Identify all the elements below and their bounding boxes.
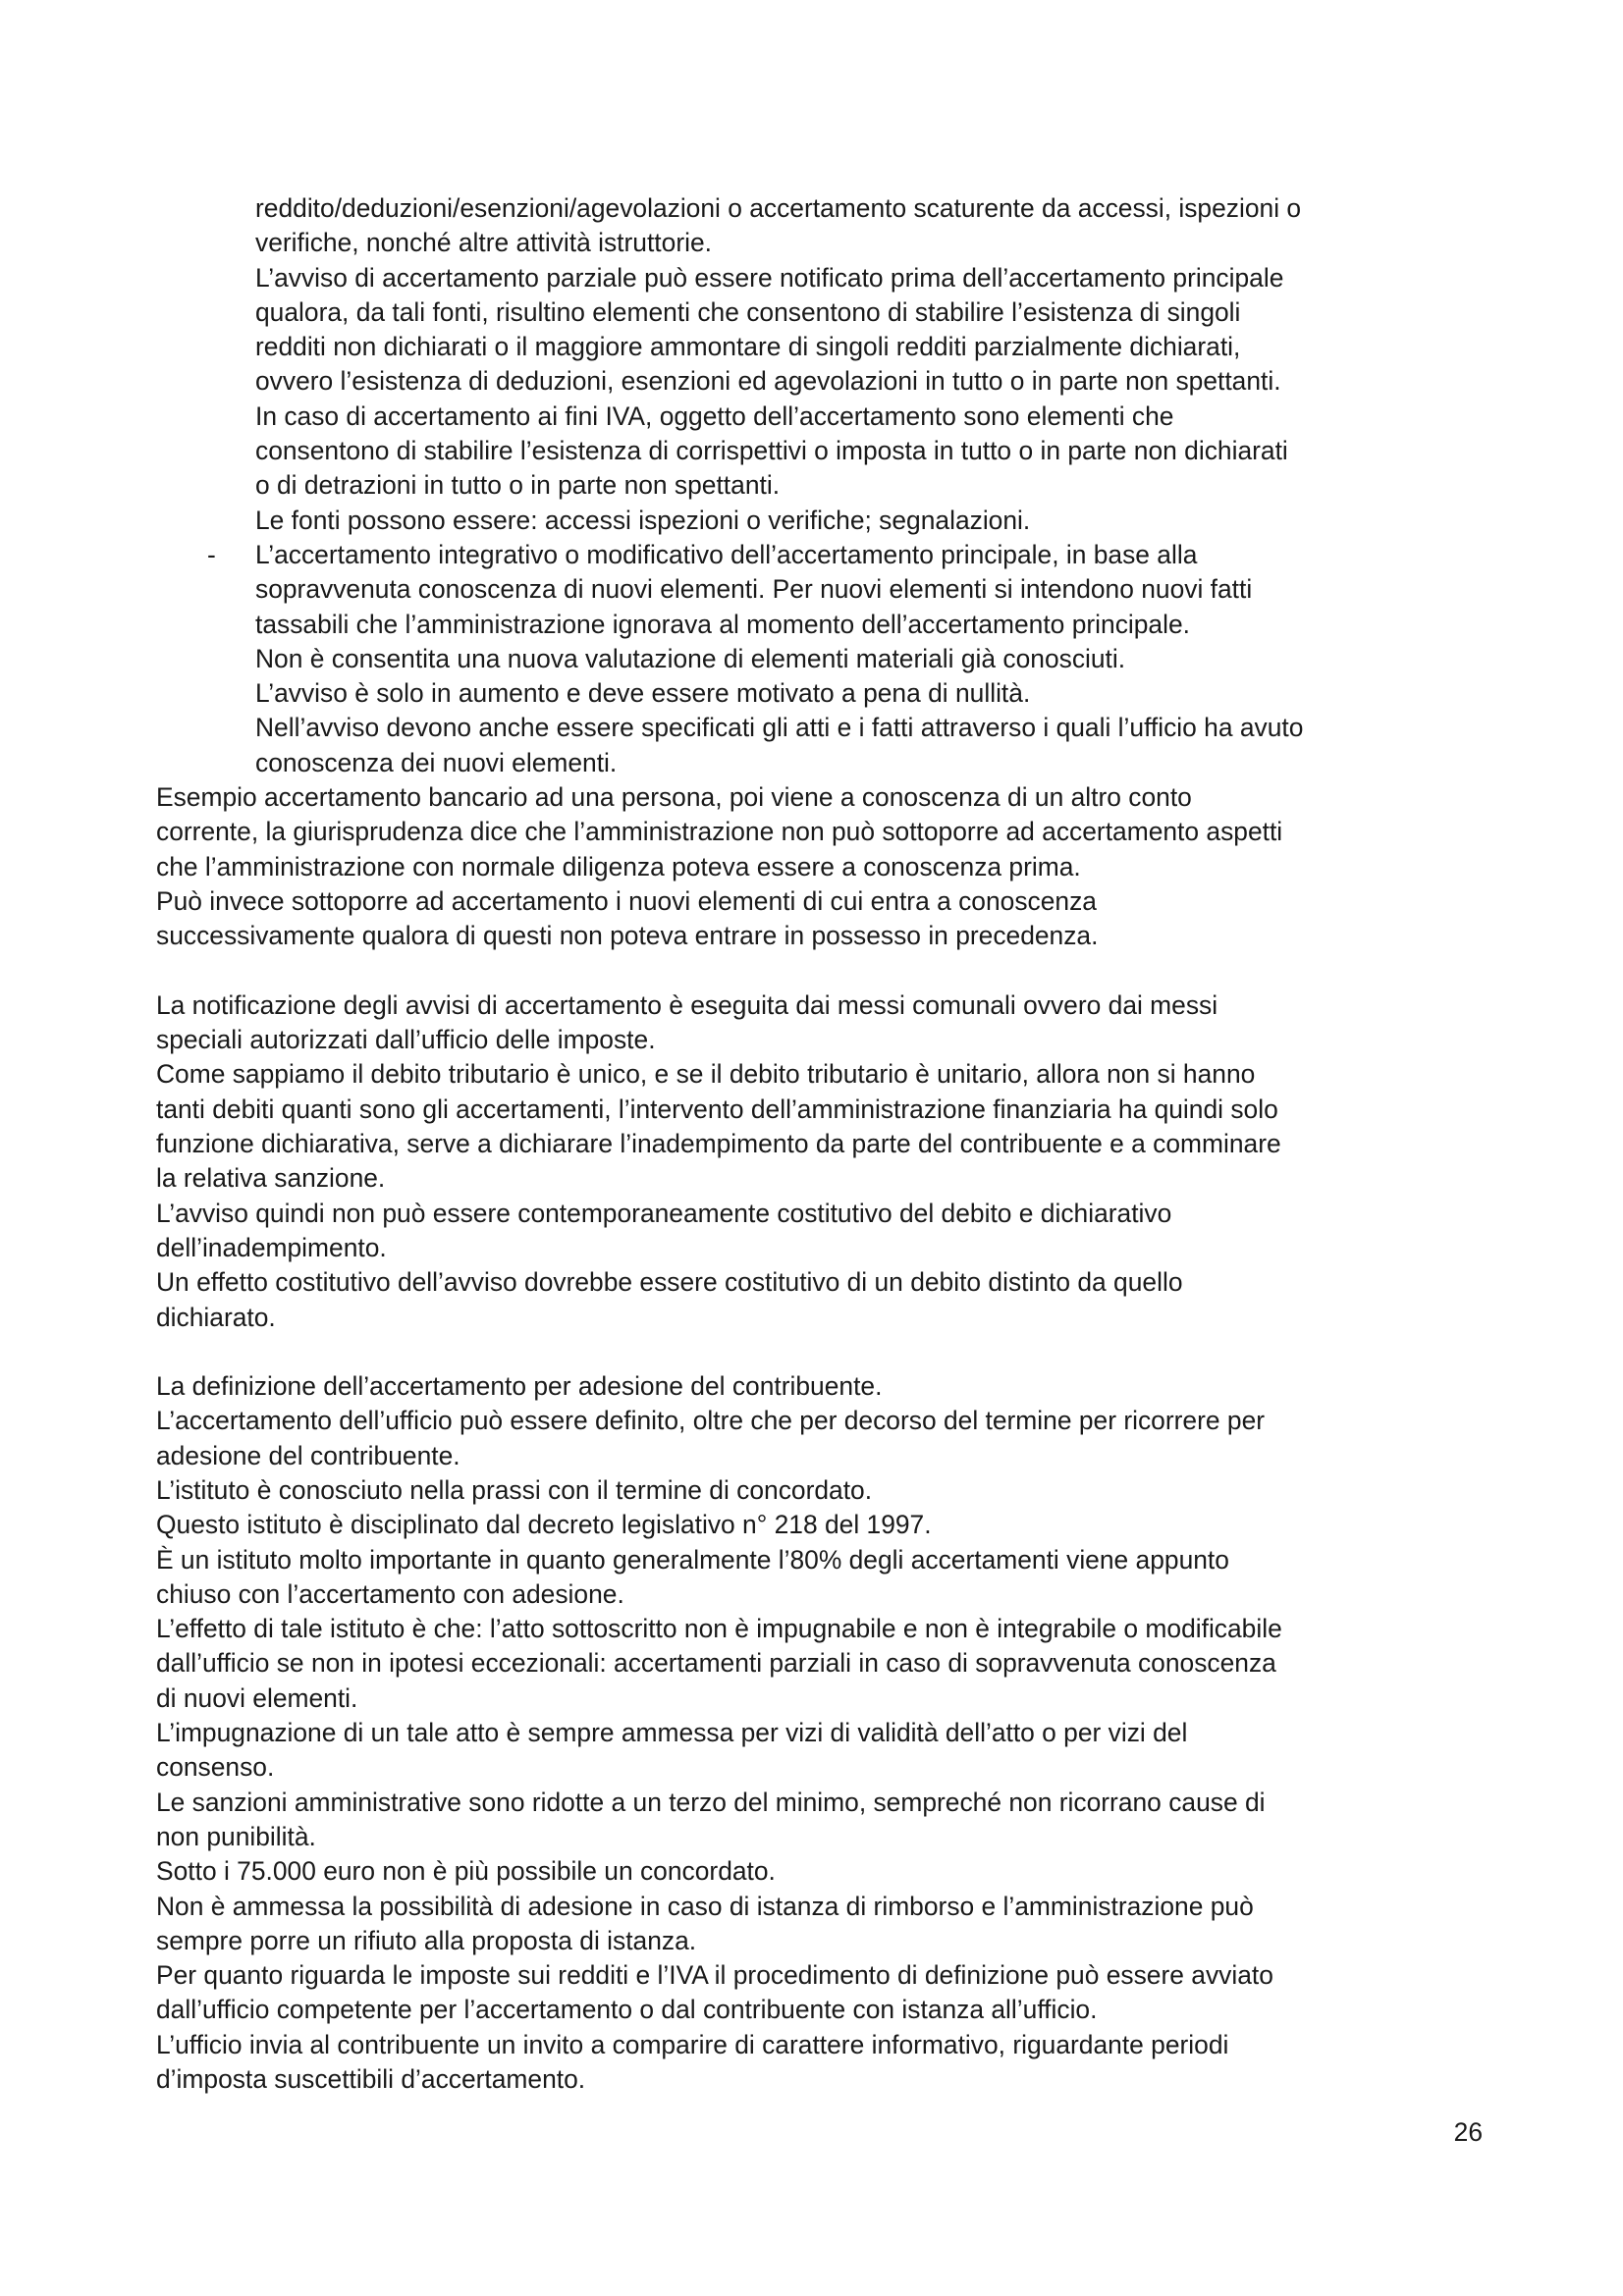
- text-line: Come sappiamo il debito tributario è unico, e se il debito tributario è unitario, allora non si hanno: [156, 1059, 1256, 1090]
- text-line: ovvero l’esistenza di deduzioni, esenzioni ed agevolazioni in tutto o in parte non spettanti.: [255, 366, 1281, 397]
- page-body: [156, 191, 1491, 2097]
- paragraph-gap: [156, 1335, 1491, 1369]
- text-line: L’avviso è solo in aumento e deve essere motivato a pena di nullità.: [255, 678, 1031, 709]
- text-line: La notificazione degli avvisi di accertamento è eseguita dai messi comunali ovvero dai messi: [156, 989, 1218, 1020]
- text-line: La definizione dell’accertamento per adesione del contribuente.: [156, 1371, 883, 1402]
- text-line: Per quanto riguarda le imposte sui redditi e l’IVA il procedimento di definizione può essere avviato: [156, 1960, 1273, 1991]
- text-line: la relativa sanzione.: [156, 1163, 386, 1194]
- text-line: consentono di stabilire l’esistenza di corrispettivi o imposta in tutto o in parte non dichiarati: [255, 436, 1288, 466]
- text-line: Nell’avviso devono anche essere specificati gli atti e i fatti attraverso i quali l’ufficio ha avuto: [255, 713, 1304, 743]
- text-line: sempre porre un rifiuto alla proposta di istanza.: [156, 1925, 697, 1955]
- bullet-dash: -: [207, 539, 216, 569]
- text-line: Esempio accertamento bancario ad una persona, poi viene a conoscenza di un altro conto: [156, 782, 1192, 813]
- text-line: sopravvenuta conoscenza di nuovi elementi. Per nuovi elementi si intendono nuovi fatti: [255, 574, 1253, 605]
- text-line: Questo istituto è disciplinato dal decreto legislativo n° 218 del 1997.: [156, 1510, 932, 1540]
- list-item: [156, 538, 1491, 572]
- text-line: che l’amministrazione con normale diligenza poteva essere a conoscenza prima.: [156, 851, 1081, 881]
- text-line: L’avviso quindi non può essere contemporaneamente costitutivo del debito e dichiarativo: [156, 1198, 1172, 1228]
- text-line: Sotto i 75.000 euro non è più possibile un concordato.: [156, 1856, 776, 1887]
- text-line: L’accertamento integrativo o modificativo dell’accertamento principale, in base alla: [255, 539, 1198, 569]
- page-number: 26: [1453, 2117, 1483, 2147]
- text-line: Le sanzioni amministrative sono ridotte a un terzo del minimo, sempreché non ricorrano cause di: [156, 1787, 1266, 1817]
- paragraph-gap: [156, 954, 1491, 988]
- text-line: consenso.: [156, 1752, 275, 1783]
- text-line: d’imposta suscettibili d’accertamento.: [156, 2064, 586, 2095]
- text-line: dell’inadempimento.: [156, 1232, 387, 1262]
- text-line: non punibilità.: [156, 1821, 316, 1851]
- text-line: L’impugnazione di un tale atto è sempre ammessa per vizi di validità dell’atto o per vizi del: [156, 1718, 1188, 1748]
- text-line: tanti debiti quanti sono gli accertamenti, l’intervento dell’amministrazione finanziaria ha quindi solo: [156, 1094, 1278, 1124]
- text-line: redditi non dichiarati o il maggiore ammontare di singoli redditi parzialmente dichiarati,: [255, 332, 1241, 362]
- text-line: Può invece sottoporre ad accertamento i nuovi elementi di cui entra a conoscenza: [156, 885, 1097, 916]
- text-line: chiuso con l’accertamento con adesione.: [156, 1578, 624, 1609]
- text-line: L’avviso di accertamento parziale può essere notificato prima dell’accertamento principale: [255, 262, 1284, 293]
- text-line: tassabili che l’amministrazione ignorava al momento dell’accertamento principale.: [255, 609, 1190, 639]
- text-line: L’istituto è conosciuto nella prassi con il termine di concordato.: [156, 1474, 873, 1505]
- text-line: speciali autorizzati dall’ufficio delle imposte.: [156, 1025, 656, 1055]
- text-line: È un istituto molto importante in quanto generalmente l’80% degli accertamenti viene appunto: [156, 1544, 1229, 1575]
- text-line: verifiche, nonché altre attività istruttorie.: [255, 228, 712, 258]
- text-line: dall’ufficio competente per l’accertamento o dal contribuente con istanza all’ufficio.: [156, 1995, 1098, 2025]
- text-line: L’accertamento dell’ufficio può essere definito, oltre che per decorso del termine per ricorrere per: [156, 1406, 1266, 1436]
- text-line: dichiarato.: [156, 1302, 276, 1332]
- text-line: corrente, la giurisprudenza dice che l’amministrazione non può sottoporre ad accertamento aspetti: [156, 817, 1283, 847]
- text-line: di nuovi elementi.: [156, 1682, 358, 1713]
- text-line: dall’ufficio se non in ipotesi eccezionali: accertamenti parziali in caso di sopravvenuta conoscenza: [156, 1648, 1276, 1679]
- text-line: conoscenza dei nuovi elementi.: [255, 747, 618, 777]
- text-line: Non è consentita una nuova valutazione di elementi materiali già conosciuti.: [255, 643, 1126, 673]
- text-line: L’effetto di tale istituto è che: l’atto sottoscritto non è impugnabile e non è integrabile o modificabile: [156, 1614, 1282, 1644]
- text-line: Un effetto costitutivo dell’avviso dovrebbe essere costitutivo di un debito distinto da quello: [156, 1267, 1183, 1298]
- text-line: successivamente qualora di questi non poteva entrare in possesso in precedenza.: [156, 921, 1099, 951]
- text-line: o di detrazioni in tutto o in parte non spettanti.: [255, 470, 781, 501]
- text-line: Non è ammessa la possibilità di adesione in caso di istanza di rimborso e l’amministrazione può: [156, 1891, 1254, 1921]
- text-line: In caso di accertamento ai fini IVA, oggetto dell’accertamento sono elementi che: [255, 400, 1174, 431]
- text-line: adesione del contribuente.: [156, 1440, 460, 1470]
- text-line: qualora, da tali fonti, risultino elementi che consentono di stabilire l’esistenza di singoli: [255, 296, 1241, 327]
- text-line: L’ufficio invia al contribuente un invito a comparire di carattere informativo, riguardante periodi: [156, 2029, 1229, 2059]
- text-line: reddito/deduzioni/esenzioni/agevolazioni o accertamento scaturente da accessi, ispezioni o: [255, 193, 1302, 223]
- text-line: funzione dichiarativa, serve a dichiarare l’inadempimento da parte del contribuente e a comminare: [156, 1129, 1281, 1159]
- text-line: Le fonti possono essere: accessi ispezioni o verifiche; segnalazioni.: [255, 505, 1031, 535]
